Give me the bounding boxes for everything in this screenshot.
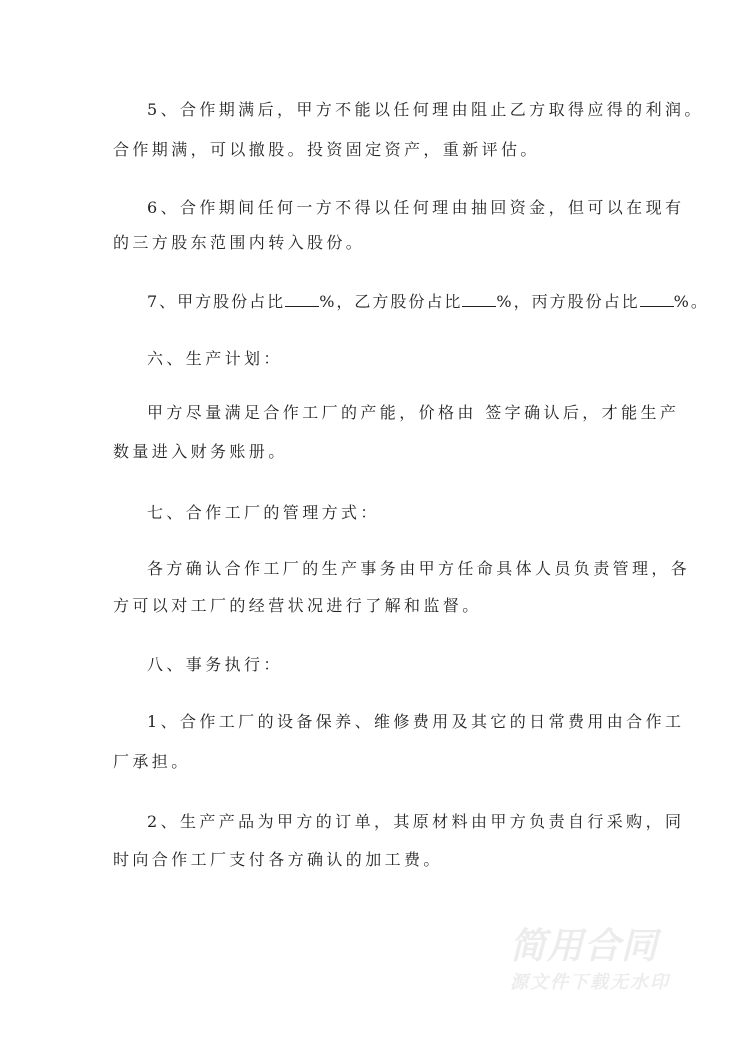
execution-2-line-1: 2、生产产品为甲方的订单，其原材料由甲方负责自行采购，同 [147,812,685,831]
section-8-heading: 八、事务执行： [147,655,283,674]
clause-5-line-1: 5、合作期满后，甲方不能以任何理由阻止乙方取得应得的利润。 [147,100,704,119]
section-6-heading: 六、生产计划： [147,349,283,368]
execution-1-line-1: 1、合作工厂的设备保养、维修费用及其它的日常费用由合作工 [147,712,685,731]
management-line-2: 方可以对工厂的经营状况进行了解和监督。 [113,596,482,615]
execution-1-line-2: 厂承担。 [113,752,191,771]
share-blank-a [285,292,319,307]
execution-2-line-2: 时向合作工厂支付各方确认的加工费。 [113,850,443,869]
share-label-c: %，丙方股份占比 [496,292,640,311]
clause-7-share-ratio [147,291,709,313]
clause-6-line-1: 6、合作期间任何一方不得以任何理由抽回资金，但可以在现有 [147,198,685,217]
watermark-logo: 简用合同 [510,926,659,967]
management-line-1: 各方确认合作工厂的生产事务由甲方任命具体人员负责管理，各 [147,559,691,578]
share-label-a: 7、甲方股份占比 [147,292,286,311]
share-end: %。 [673,292,709,311]
section-7-heading: 七、合作工厂的管理方式： [147,503,380,522]
production-line-1: 甲方尽量满足合作工厂的产能，价格由 签字确认后，才能生产 [147,403,680,422]
production-line-2: 数量进入财务账册。 [113,442,288,461]
clause-5-line-2: 合作期满，可以撤股。投资固定资产，重新评估。 [113,140,540,159]
share-blank-c [640,292,674,307]
share-blank-b [462,292,496,307]
watermark-subtitle: 源文件下载无水印 [510,972,670,993]
share-label-b: %，乙方股份占比 [319,292,463,311]
clause-6-line-2: 的三方股东范围内转入股份。 [113,233,366,252]
